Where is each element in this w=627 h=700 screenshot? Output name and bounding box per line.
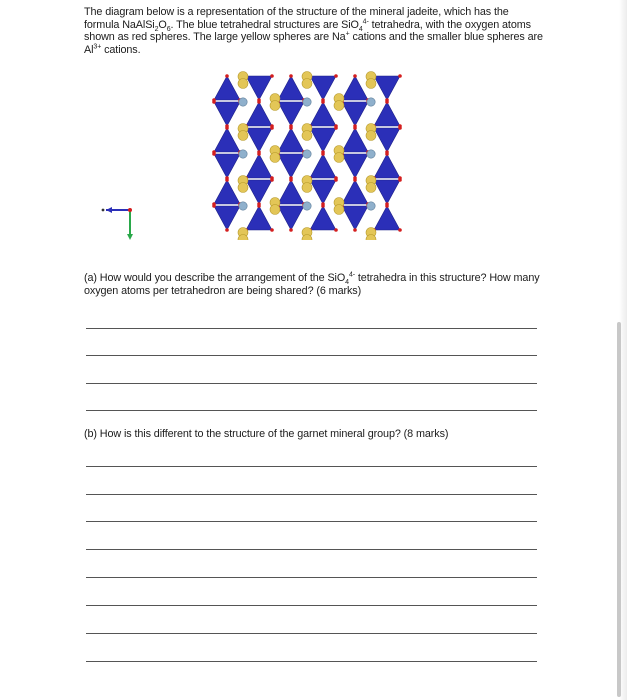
oxygen-atom <box>270 126 274 130</box>
sio4-tetrahedron <box>278 102 304 126</box>
oxygen-atom <box>212 100 216 104</box>
oxygen-atom <box>289 228 293 232</box>
oxygen-atom <box>385 152 389 156</box>
oxygen-atom <box>270 74 274 78</box>
answer-line[interactable] <box>86 466 537 467</box>
sio4-tetrahedron <box>374 180 400 204</box>
axis-origin <box>128 208 132 212</box>
intro-paragraph: The diagram below is a representation of the structure of the mineral jadeite, which has the formula $NaAlSi_2O_6$. The blue tetrahedral structures are SiO$_4^{4-}$ tetrahedra, with the oxygen atoms shown as red spheres. The large yellow spheres are Na+ cations and the smaller blue spheres are $Al^{3+}$ cations. <box>84 6 543 56</box>
sodium-cation <box>270 205 280 215</box>
sio4-tetrahedron <box>310 128 336 152</box>
aluminium-cation <box>303 202 311 210</box>
sio4-tetrahedron <box>214 102 240 126</box>
oxygen-atom <box>225 228 229 232</box>
oxygen-atom <box>321 152 325 156</box>
sio4-tetrahedron <box>374 76 400 100</box>
oxygen-atom <box>385 100 389 104</box>
oxygen-atom <box>398 178 402 182</box>
sio4-tetrahedron <box>342 180 368 204</box>
sodium-cation <box>334 153 344 163</box>
sodium-cation <box>334 205 344 215</box>
answer-line[interactable] <box>86 661 537 662</box>
answer-line[interactable] <box>86 605 537 606</box>
jadeite-structure-diagram <box>205 70 405 240</box>
sodium-cation <box>270 101 280 111</box>
sio4-tetrahedron <box>246 180 272 204</box>
oxygen-atom <box>225 178 229 182</box>
oxygen-atom <box>289 126 293 130</box>
oxygen-atom <box>334 228 338 232</box>
sio4-tetrahedron <box>246 206 272 230</box>
sodium-cation <box>366 79 376 89</box>
oxygen-atom <box>353 126 357 130</box>
sodium-cation <box>238 183 248 193</box>
sodium-cation <box>302 183 312 193</box>
sio4-tetrahedron <box>246 128 272 152</box>
sodium-cation <box>302 79 312 89</box>
answer-line[interactable] <box>86 633 537 634</box>
sio4-tetrahedron <box>374 154 400 178</box>
sio4-tetrahedron <box>342 206 368 230</box>
sio4-tetrahedron <box>214 76 240 100</box>
aluminium-cation <box>367 202 375 210</box>
axis-x-arrowhead <box>106 207 112 213</box>
sio4-tetrahedron <box>278 206 304 230</box>
answer-line[interactable] <box>86 383 537 384</box>
axis-indicator <box>100 198 144 246</box>
oxygen-atom <box>270 228 274 232</box>
aluminium-cation <box>239 150 247 158</box>
sio4-tetrahedron <box>342 128 368 152</box>
oxygen-atom <box>321 204 325 208</box>
sio4-tetrahedron <box>374 128 400 152</box>
sodium-cation <box>302 131 312 141</box>
question-a: (a) How would you describe the arrangement of the SiO$_4^{4-}$ tetrahedra in this structure? How many oxygen atoms per tetrahedron are being shared? (6 marks) <box>84 271 540 297</box>
oxygen-atom <box>225 126 229 130</box>
oxygen-atom <box>257 204 261 208</box>
oxygen-atom <box>289 74 293 78</box>
oxygen-atom <box>334 178 338 182</box>
sio4-tetrahedron <box>310 206 336 230</box>
oxygen-atom <box>398 74 402 78</box>
oxygen-atom <box>225 74 229 78</box>
sio4-tetrahedron <box>214 128 240 152</box>
oxygen-atom <box>353 178 357 182</box>
answer-line[interactable] <box>86 577 537 578</box>
axis-y-arrowhead <box>127 234 133 240</box>
sio4-tetrahedron <box>374 102 400 126</box>
sodium-cation <box>366 183 376 193</box>
oxygen-atom <box>270 178 274 182</box>
sodium-cation <box>334 101 344 111</box>
sio4-tetrahedron <box>214 154 240 178</box>
oxygen-atom <box>398 126 402 130</box>
oxygen-atom <box>212 204 216 208</box>
question-b: (b) How is this different to the structure of the garnet mineral group? (8 marks) <box>84 428 449 440</box>
sio4-tetrahedron <box>278 180 304 204</box>
answer-line[interactable] <box>86 494 537 495</box>
sio4-tetrahedron <box>214 180 240 204</box>
answer-line[interactable] <box>86 549 537 550</box>
oxygen-atom <box>353 74 357 78</box>
sio4-tetrahedron <box>342 154 368 178</box>
sio4-tetrahedron <box>374 206 400 230</box>
axis-z-dot <box>102 209 105 212</box>
sio4-tetrahedron <box>310 102 336 126</box>
sodium-cation <box>366 131 376 141</box>
oxygen-atom <box>353 228 357 232</box>
sio4-tetrahedron <box>278 76 304 100</box>
sodium-cation <box>238 79 248 89</box>
sio4-tetrahedron <box>246 76 272 100</box>
oxygen-atom <box>257 100 261 104</box>
sio4-tetrahedron <box>342 76 368 100</box>
oxygen-atom <box>334 74 338 78</box>
sio4-tetrahedron <box>342 102 368 126</box>
answer-line[interactable] <box>86 328 537 329</box>
oxygen-atom <box>257 152 261 156</box>
oxygen-atom <box>398 228 402 232</box>
aluminium-cation <box>303 98 311 106</box>
sio4-tetrahedron <box>246 102 272 126</box>
sio4-tetrahedron <box>278 128 304 152</box>
aluminium-cation <box>367 98 375 106</box>
aluminium-cation <box>239 98 247 106</box>
sio4-tetrahedron <box>214 206 240 230</box>
sio4-tetrahedron <box>310 180 336 204</box>
scrollbar[interactable] <box>617 322 621 697</box>
sio4-tetrahedron <box>310 76 336 100</box>
oxygen-atom <box>212 152 216 156</box>
oxygen-atom <box>289 178 293 182</box>
aluminium-cation <box>239 202 247 210</box>
sodium-cation <box>238 131 248 141</box>
sio4-tetrahedron <box>278 154 304 178</box>
sodium-cation <box>270 153 280 163</box>
oxygen-atom <box>385 204 389 208</box>
answer-line[interactable] <box>86 410 537 411</box>
aluminium-cation <box>303 150 311 158</box>
sio4-tetrahedron <box>246 154 272 178</box>
sio4-tetrahedron <box>310 154 336 178</box>
oxygen-atom <box>321 100 325 104</box>
answer-line[interactable] <box>86 521 537 522</box>
aluminium-cation <box>367 150 375 158</box>
answer-line[interactable] <box>86 355 537 356</box>
oxygen-atom <box>334 126 338 130</box>
